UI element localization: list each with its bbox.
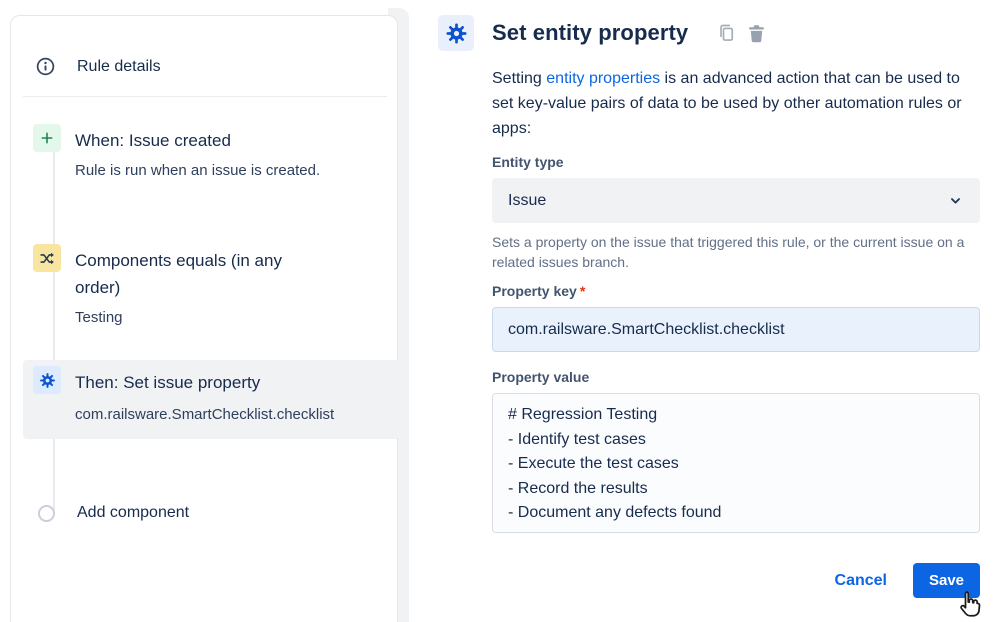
action-description — [492, 66, 964, 141]
cancel-button[interactable]: Cancel — [834, 571, 887, 589]
add-component-button[interactable] — [38, 504, 189, 522]
entity-type-label: Entity type — [492, 154, 564, 170]
chain-item-condition[interactable] — [23, 238, 399, 334]
chain-item-title: Components equals (in any order) — [75, 251, 282, 297]
empty-node-icon — [38, 505, 55, 522]
save-button[interactable]: Save — [913, 563, 980, 598]
divider — [23, 96, 387, 97]
chain-item-title: When: Issue created — [75, 131, 231, 150]
form-footer — [492, 563, 980, 598]
rule-details-label: Rule details — [77, 57, 161, 75]
description-suffix: is an advanced action that can be used to set key-value pairs of data to be used by other automation rules or apps: — [492, 70, 962, 137]
action-detail-panel — [438, 15, 983, 589]
chain-item-action-selected[interactable] — [23, 360, 399, 439]
trash-icon[interactable] — [746, 23, 767, 44]
required-marker: * — [579, 283, 586, 299]
entity-type-select[interactable] — [492, 178, 980, 223]
property-value-textarea[interactable] — [492, 393, 980, 533]
gear-icon — [33, 366, 61, 394]
detail-header — [438, 15, 983, 51]
gear-icon — [438, 15, 474, 51]
rule-details-item[interactable] — [35, 56, 161, 77]
entity-properties-link[interactable]: entity properties — [546, 70, 661, 87]
chain-item-subtitle: Rule is run when an issue is created. — [75, 162, 321, 179]
property-value-label: Property value — [492, 369, 590, 385]
copy-icon[interactable] — [716, 23, 736, 43]
description-prefix: Setting — [492, 70, 547, 87]
chain-item-subtitle: Testing — [75, 309, 123, 326]
chevron-down-icon — [947, 192, 964, 209]
property-key-label: Property key * — [492, 283, 586, 299]
entity-type-value: Issue — [508, 191, 547, 209]
chain-item-trigger[interactable] — [23, 118, 399, 187]
shuffle-icon — [33, 244, 61, 272]
entity-type-help: Sets a property on the issue that triggered this rule, or the current issue on a related issues branch. — [492, 234, 965, 270]
plus-icon — [33, 124, 61, 152]
info-icon — [35, 56, 56, 77]
property-key-input[interactable] — [492, 307, 980, 352]
add-component-label: Add component — [77, 504, 190, 521]
action-title: Set entity property — [492, 20, 689, 45]
chain-item-title: Then: Set issue property — [75, 373, 261, 392]
rule-chain-panel — [10, 15, 398, 622]
chain-item-subtitle: com.railsware.SmartChecklist.checklist — [75, 406, 335, 423]
